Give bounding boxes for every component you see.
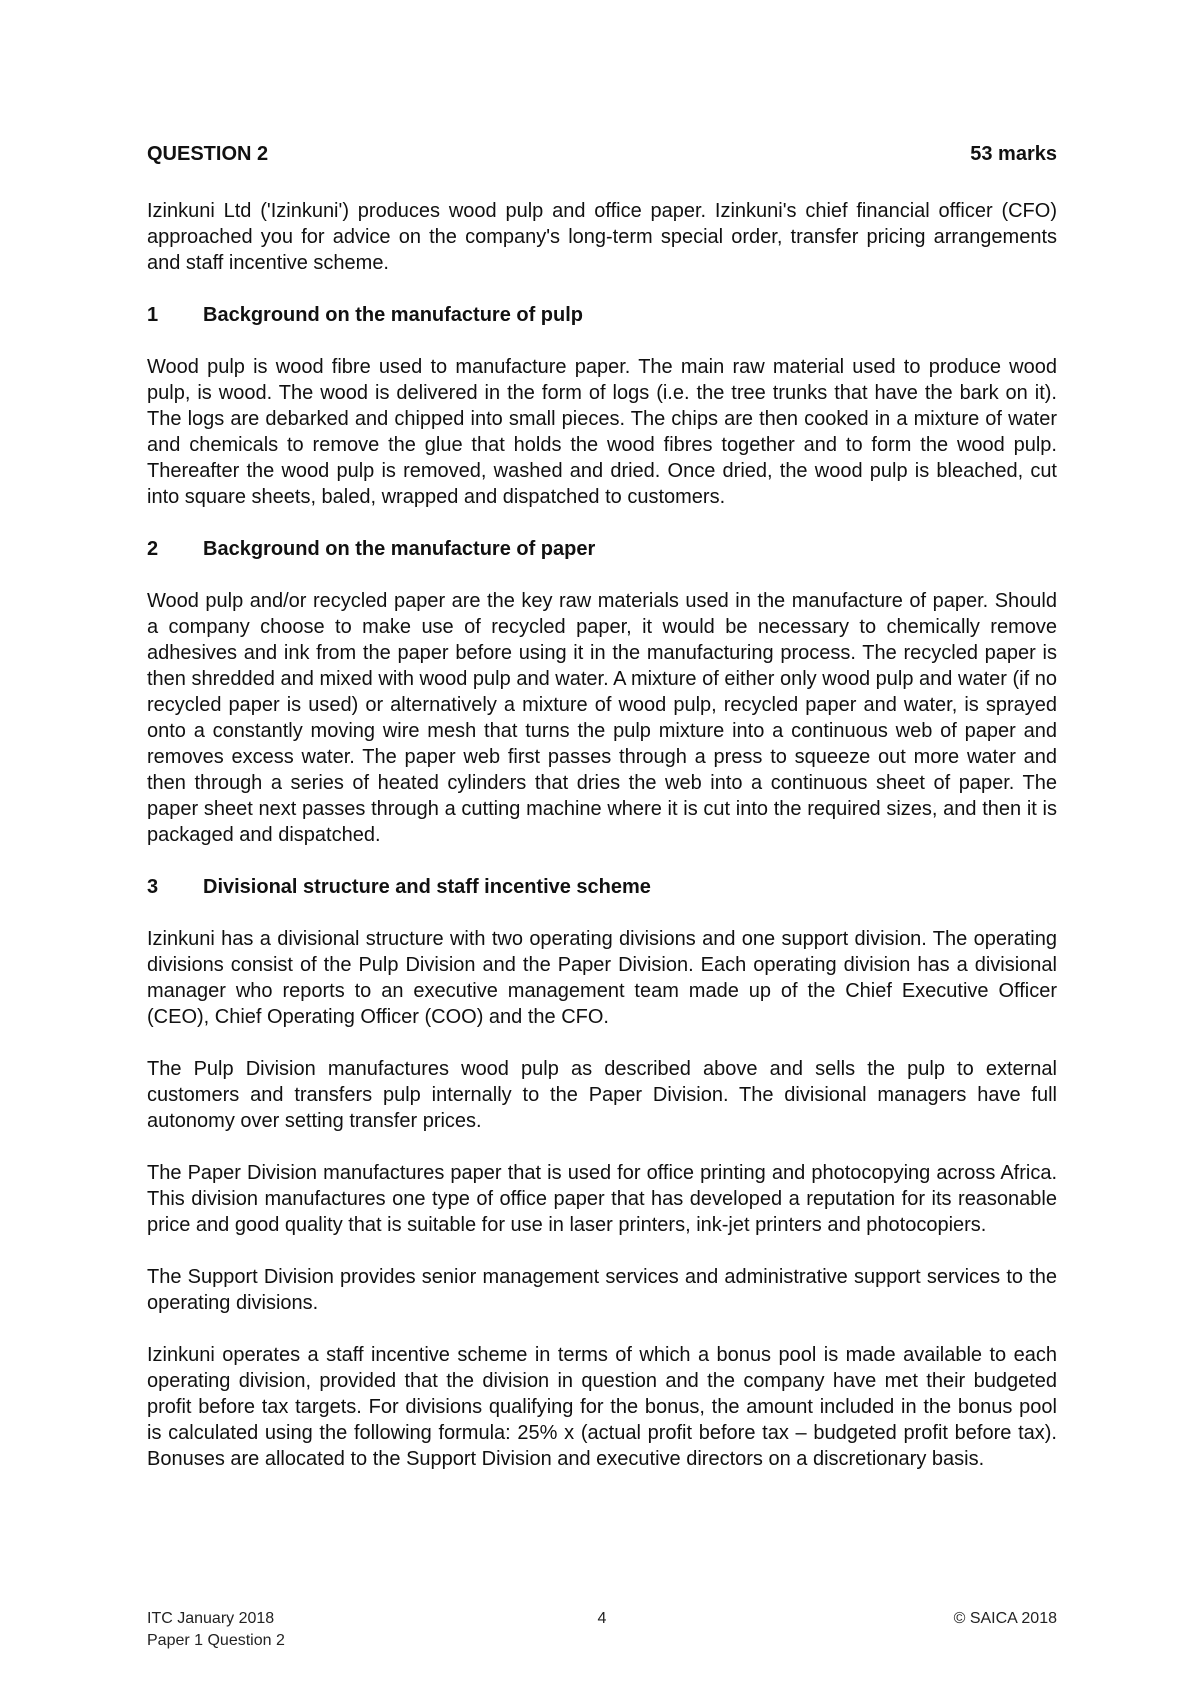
page-footer [147,1608,1057,1652]
section-1-paragraph-1: Wood pulp is wood fibre used to manufacture paper. The main raw material used to produce wood pulp, is wood. The wood is delivered in the form of logs (i.e. the tree trunks that have the bark on it). The logs are debarked and chipped into small pieces. The chips are then cooked in a mixture of water and chemicals to remove the glue that holds the wood fibres together and to form the wood pulp. Thereafter the wood pulp is removed, washed and dried. Once dried, the wood pulp is bleached, cut into square sheets, baled, wrapped and dispatched to customers. [147,356,1057,508]
section-title: Divisional structure and staff incentive scheme [203,876,651,898]
section-heading-2 [147,536,1057,562]
intro-paragraph: Izinkuni Ltd ('Izinkuni') produces wood pulp and office paper. Izinkuni's chief financial officer (CFO) approached you for advice on the company's long-term special order, transfer pricing arrangements and staff incentive scheme. [147,200,1057,274]
question-header [147,140,1057,168]
section-title: Background on the manufacture of pulp [203,304,584,326]
copyright-notice: © SAICA 2018 [953,1610,1057,1627]
section-heading-3 [147,874,1057,900]
question-marks: 53 marks [970,143,1057,165]
page-number: 4 [597,1610,607,1627]
footer-paper-label: Paper 1 Question 2 [147,1632,285,1649]
question-title: QUESTION 2 [147,143,269,165]
section-title: Background on the manufacture of paper [203,538,596,560]
section-number: 2 [147,538,159,560]
document-page [147,140,1057,1498]
section-3-paragraph-4: The Support Division provides senior management services and administrative support services to the operating divisions. [147,1266,1057,1314]
section-3-paragraph-5: Izinkuni operates a staff incentive scheme in terms of which a bonus pool is made available to each operating division, provided that the division in question and the company have met their budgeted profit before tax targets. For divisions qualifying for the bonus, the amount included in the bonus pool is calculated using the following formula: 25% x (actual profit before tax – budgeted profit before tax). Bonuses are allocated to the Support Division and executive directors on a discretionary basis. [147,1344,1057,1470]
section-number: 3 [147,876,159,898]
section-heading-1 [147,302,1057,328]
section-3-paragraph-3: The Paper Division manufactures paper that is used for office printing and photocopying across Africa. This division manufactures one type of office paper that has developed a reputation for its reasonable price and good quality that is suitable for use in laser printers, ink-jet printers and photocopiers. [147,1162,1057,1236]
footer-exam-label: ITC January 2018 [147,1610,275,1627]
section-2-paragraph-1: Wood pulp and/or recycled paper are the key raw materials used in the manufacture of paper. Should a company choose to make use of recycled paper, it would be necessary to chemically remove adhesives and ink from the paper before using it in the manufacturing process. The recycled paper is then shredded and mixed with wood pulp and water. A mixture of either only wood pulp and water (if no recycled paper is used) or alternatively a mixture of wood pulp, recycled paper and water, is sprayed onto a constantly moving wire mesh that turns the pulp mixture into a continuous web of paper and removes excess water. The paper web first passes through a press to squeeze out more water and then through a series of heated cylinders that dries the web into a continuous sheet of paper. The paper sheet next passes through a cutting machine where it is cut into the required sizes, and then it is packaged and dispatched. [147,590,1057,846]
section-3-paragraph-2: The Pulp Division manufactures wood pulp as described above and sells the pulp to external customers and transfers pulp internally to the Paper Division. The divisional managers have full autonomy over setting transfer prices. [147,1058,1057,1132]
section-3-paragraph-1: Izinkuni has a divisional structure with two operating divisions and one support division. The operating divisions consist of the Pulp Division and the Paper Division. Each operating division has a divisional manager who reports to an executive management team made up of the Chief Executive Officer (CEO), Chief Operating Officer (COO) and the CFO. [147,928,1057,1028]
section-number: 1 [147,304,159,326]
